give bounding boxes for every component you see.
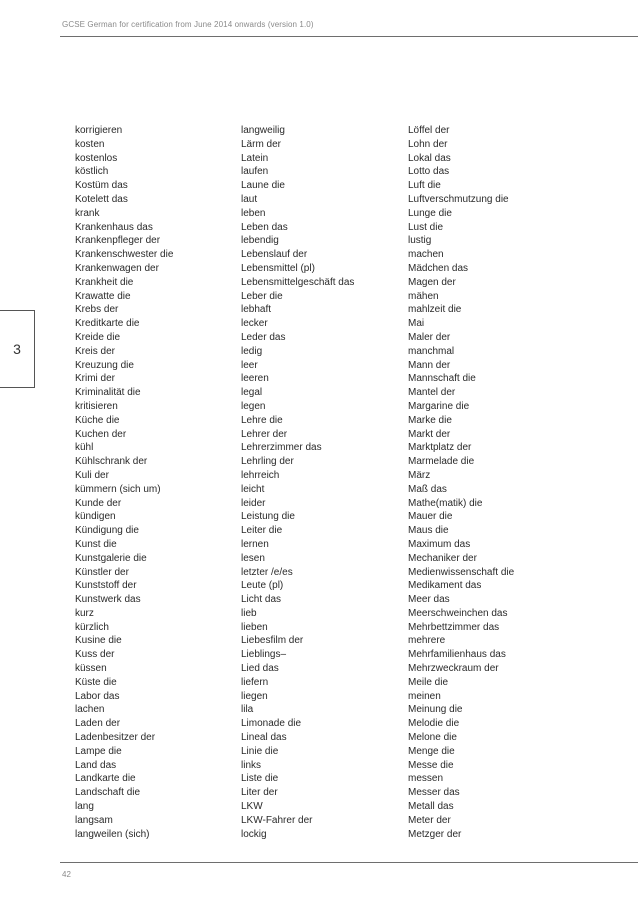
chapter-tab: [0, 310, 35, 388]
vocabulary-entry: Messer das: [408, 787, 460, 799]
vocabulary-entry: Melone die: [408, 732, 457, 744]
vocabulary-entry: Land das: [75, 759, 117, 771]
vocabulary-entry: lebhaft: [241, 304, 272, 316]
vocabulary-entry: mahlzeit die: [408, 304, 462, 316]
vocabulary-entry: liefern: [241, 676, 269, 688]
vocabulary-entry: Marke die: [408, 414, 452, 426]
vocabulary-entry: Kündigung die: [75, 525, 139, 537]
vocabulary-entry: Lebensmittelgeschäft das: [241, 276, 355, 288]
vocabulary-entry: Leben das: [241, 221, 288, 233]
page-number: 42: [62, 870, 71, 879]
vocabulary-entry: Kreuzung die: [75, 359, 134, 371]
vocabulary-entry: letzter /e/es: [241, 566, 293, 578]
vocabulary-entry: Lehrer der: [241, 428, 288, 440]
running-header: GCSE German for certification from June 2014 onwards (version 1.0): [62, 20, 314, 29]
vocabulary-entry: kürzlich: [75, 621, 109, 633]
vocabulary-entry: Lunge die: [408, 207, 452, 219]
vocabulary-entry: leben: [241, 207, 266, 219]
vocabulary-entry: küssen: [75, 663, 107, 675]
vocabulary-entry: Lokal das: [408, 152, 451, 164]
vocabulary-entry: Maler der: [408, 331, 451, 343]
vocabulary-entry: Lineal das: [241, 732, 287, 744]
vocabulary-entry: Mehrfamilienhaus das: [408, 649, 506, 661]
vocabulary-entry: Lampe die: [75, 745, 122, 757]
vocabulary-entry: Kotelett das: [75, 193, 128, 205]
vocabulary-entry: lang: [75, 801, 94, 813]
vocabulary-entry: Lied das: [241, 663, 279, 675]
vocabulary-entry: kurz: [75, 607, 94, 619]
vocabulary-entry: langweilen (sich): [75, 828, 150, 840]
vocabulary-entry: Kriminalität die: [75, 387, 141, 399]
vocabulary-entry: leeren: [241, 373, 269, 385]
vocabulary-entry: langsam: [75, 814, 113, 826]
vocabulary-entry: Marmelade die: [408, 456, 475, 468]
vocabulary-entry: Leistung die: [241, 511, 295, 523]
vocabulary-entry: mehrere: [408, 635, 446, 647]
vocabulary-entry: Latein: [241, 152, 269, 164]
vocabulary-entry: korrigieren: [75, 125, 123, 136]
vocabulary-entry: LKW-Fahrer der: [241, 814, 313, 826]
vocabulary-entry: Meinung die: [408, 704, 463, 716]
vocabulary-entry: Mädchen das: [408, 262, 469, 274]
vocabulary-entry: Licht das: [241, 594, 282, 606]
vocabulary-entry: Lehre die: [241, 414, 283, 426]
vocabulary-entry: Leute (pl): [241, 580, 284, 592]
vocabulary-entry: ledig: [241, 345, 263, 357]
vocabulary-entry: Kuss der: [75, 649, 115, 661]
vocabulary-entry: Mehrzweckraum der: [408, 663, 499, 675]
vocabulary-entry: Meerschweinchen das: [408, 607, 508, 619]
vocabulary-entry: Liter der: [241, 787, 278, 799]
vocabulary-entry: Lieblings–: [241, 649, 287, 661]
vocabulary-entry: Liebesfilm der: [241, 635, 304, 647]
vocabulary-entry: Kostüm das: [75, 180, 128, 192]
vocabulary-entry: Künstler der: [75, 566, 129, 578]
vocabulary-entry: Kuchen der: [75, 428, 127, 440]
vocabulary-entry: Limonade die: [241, 718, 302, 730]
vocabulary-entry: lachen: [75, 704, 105, 716]
vocabulary-entry: Kreditkarte die: [75, 318, 140, 330]
vocabulary-entry: Krimi der: [75, 373, 116, 385]
vocabulary-entry: Laune die: [241, 180, 285, 192]
vocabulary-entry: kostenlos: [75, 152, 118, 164]
vocabulary-entry: laufen: [241, 166, 269, 178]
vocabulary-entry: Meter der: [408, 814, 451, 826]
vocabulary-entry: lustig: [408, 235, 432, 247]
vocabulary-entry: kündigen: [75, 511, 116, 523]
vocabulary-entry: messen: [408, 773, 444, 785]
chapter-number: 3: [13, 341, 21, 357]
footer-divider: [60, 862, 638, 863]
vocabulary-entry: Mechaniker der: [408, 552, 477, 564]
vocabulary-entry: Lust die: [408, 221, 444, 233]
vocabulary-entry: Lebensmittel (pl): [241, 262, 315, 274]
vocabulary-entry: manchmal: [408, 345, 455, 357]
header-divider: [60, 36, 638, 37]
vocabulary-entry: Löffel der: [408, 125, 450, 136]
vocabulary-entry: Melodie die: [408, 718, 460, 730]
vocabulary-entry: langweilig: [241, 125, 285, 136]
vocabulary-entry: März: [408, 469, 431, 481]
vocabulary-entry: Luftverschmutzung die: [408, 193, 509, 205]
vocabulary-entry: Menge die: [408, 745, 455, 757]
vocabulary-entry: Lebenslauf der: [241, 249, 308, 261]
vocabulary-entry: Kuli der: [75, 469, 109, 481]
vocabulary-entry: Krankheit die: [75, 276, 134, 288]
vocabulary-entry: leer: [241, 359, 258, 371]
vocabulary-entry: mähen: [408, 290, 439, 302]
vocabulary-entry: Mathe(matik) die: [408, 497, 483, 509]
vocabulary-entry: kritisieren: [75, 400, 118, 412]
vocabulary-entry: lebendig: [241, 235, 279, 247]
vocabulary-entry: Meer das: [408, 594, 450, 606]
vocabulary-entry: lockig: [241, 828, 267, 840]
vocabulary-entry: legen: [241, 400, 266, 412]
vocabulary-entry: Meile die: [408, 676, 449, 688]
vocabulary-entry: lernen: [241, 538, 269, 550]
vocabulary-entry: Metall das: [408, 801, 454, 813]
vocabulary-entry: Leder das: [241, 331, 286, 343]
vocabulary-entry: lieben: [241, 621, 268, 633]
vocabulary-entry: Kunst die: [75, 538, 117, 550]
vocabulary-entry: Maximum das: [408, 538, 471, 550]
vocabulary-entry: Kühlschrank der: [75, 456, 148, 468]
vocabulary-entry: Laden der: [75, 718, 121, 730]
vocabulary-entry: Krawatte die: [75, 290, 131, 302]
vocabulary-entry: Kunde der: [75, 497, 122, 509]
vocabulary-entry: Mehrbettzimmer das: [408, 621, 500, 633]
vocabulary-entry: Mann der: [408, 359, 451, 371]
vocabulary-entry: Kusine die: [75, 635, 122, 647]
vocabulary-entry: Krankenhaus das: [75, 221, 153, 233]
vocabulary-entry: Kunstgalerie die: [75, 552, 147, 564]
vocabulary-entry: Landschaft die: [75, 787, 141, 799]
vocabulary-entry: links: [241, 759, 262, 771]
vocabulary-entry: Medikament das: [408, 580, 482, 592]
vocabulary-entry: Lohn der: [408, 138, 448, 150]
vocabulary-entry: Kreide die: [75, 331, 121, 343]
vocabulary-entry: Luft die: [408, 180, 441, 192]
vocabulary-entry: Krankenschwester die: [75, 249, 174, 261]
vocabulary-column-2: [241, 124, 354, 841]
vocabulary-entry: Küche die: [75, 414, 120, 426]
vocabulary-entry: Kunstwerk das: [75, 594, 141, 606]
vocabulary-entry: Mantel der: [408, 387, 456, 399]
vocabulary-column-3: [408, 124, 514, 841]
vocabulary-entry: Küste die: [75, 676, 117, 688]
vocabulary-entry: Krebs der: [75, 304, 119, 316]
vocabulary-entry: lila: [241, 704, 254, 716]
vocabulary-entry: Magen der: [408, 276, 456, 288]
vocabulary-entry: Linie die: [241, 745, 279, 757]
vocabulary-entry: Lehrerzimmer das: [241, 442, 322, 454]
vocabulary-entry: Landkarte die: [75, 773, 136, 785]
vocabulary-entry: kühl: [75, 442, 94, 454]
vocabulary-entry: leider: [241, 497, 266, 509]
vocabulary-entry: Leiter die: [241, 525, 283, 537]
vocabulary-entry: kümmern (sich um): [75, 483, 161, 495]
vocabulary-entry: Maus die: [408, 525, 449, 537]
vocabulary-entry: Liste die: [241, 773, 279, 785]
vocabulary-entry: lehrreich: [241, 469, 280, 481]
vocabulary-entry: Maß das: [408, 483, 447, 495]
vocabulary-entry: Metzger der: [408, 828, 462, 840]
vocabulary-entry: machen: [408, 249, 444, 261]
vocabulary-entry: Lotto das: [408, 166, 450, 178]
vocabulary-entry: Medienwissenschaft die: [408, 566, 515, 578]
vocabulary-entry: köstlich: [75, 166, 109, 178]
vocabulary-entry: meinen: [408, 690, 441, 702]
vocabulary-entry: Lärm der: [241, 138, 282, 150]
vocabulary-entry: Lehrling der: [241, 456, 294, 468]
vocabulary-entry: Messe die: [408, 759, 454, 771]
vocabulary-entry: Mai: [408, 318, 425, 330]
vocabulary-entry: Leber die: [241, 290, 283, 302]
vocabulary-entry: Markt der: [408, 428, 451, 440]
vocabulary-entry: Ladenbesitzer der: [75, 732, 156, 744]
vocabulary-entry: leicht: [241, 483, 265, 495]
vocabulary-entry: laut: [241, 193, 258, 205]
vocabulary-entry: Labor das: [75, 690, 120, 702]
vocabulary-entry: Krankenpfleger der: [75, 235, 161, 247]
vocabulary-entry: liegen: [241, 690, 268, 702]
vocabulary-entry: LKW: [241, 801, 263, 813]
vocabulary-entry: lecker: [241, 318, 268, 330]
vocabulary-entry: Mannschaft die: [408, 373, 476, 385]
vocabulary-entry: Krankenwagen der: [75, 262, 159, 274]
vocabulary-entry: Kunststoff der: [75, 580, 137, 592]
vocabulary-entry: Marktplatz der: [408, 442, 472, 454]
vocabulary-entry: Mauer die: [408, 511, 453, 523]
vocabulary-entry: legal: [241, 387, 263, 399]
vocabulary-entry: lieb: [241, 607, 257, 619]
vocabulary-entry: lesen: [241, 552, 265, 564]
vocabulary-entry: kosten: [75, 138, 105, 150]
vocabulary-entry: Kreis der: [75, 345, 116, 357]
vocabulary-entry: Margarine die: [408, 400, 470, 412]
vocabulary-column-1: [75, 124, 173, 841]
vocabulary-entry: krank: [75, 207, 100, 219]
